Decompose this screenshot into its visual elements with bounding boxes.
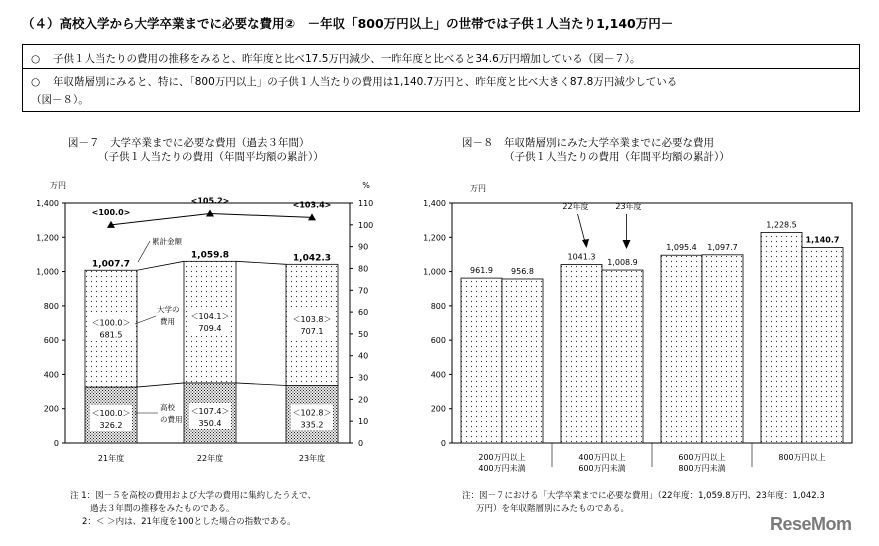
fig7-university-value: 707.1 <box>300 326 324 336</box>
fig8-ytick-label: 400 <box>430 370 446 380</box>
fig8-value-label: 1,097.7 <box>707 242 738 252</box>
fig8-x-label: 600万円未満 <box>578 464 626 473</box>
fig7-highschool-value: 326.2 <box>99 421 123 431</box>
fig7-y2tick-label: 50 <box>358 329 369 339</box>
fig8-value-label: 1,008.9 <box>607 258 638 268</box>
fig8-arrow-22 <box>578 214 586 244</box>
fig7-ytick-label: 800 <box>43 301 59 311</box>
fig7-connector <box>137 261 184 270</box>
fig8-arrow-label-22: 22年度 <box>562 202 589 211</box>
fig8-value-label: 956.8 <box>511 266 534 276</box>
fig7-ytick-label: 0 <box>53 439 59 448</box>
fig7-y2tick-label: 100 <box>358 220 374 230</box>
fig7-highschool-index: ＜102.8＞ <box>292 408 332 418</box>
fig7-annotation-pointer <box>135 316 156 324</box>
fig7-x-label: 23年度 <box>298 454 326 463</box>
fig8-title: 図－８ 年収階層別にみた大学卒業までに必要な費用 （子供１人当たりの費用（年間平均額の累計）） <box>462 137 730 163</box>
summary-line-1: ○ 子供１人当たりの費用の推移をみると、昨年度と比べ17.5万円減少、一昨年度と比べると34.6万円増加している（図－７）。 <box>31 53 641 65</box>
fig7-ytick-label: 1,400 <box>36 199 59 208</box>
fig8-ytick-label: 1,400 <box>423 199 446 208</box>
fig7-connector <box>236 383 286 386</box>
fig8-chart <box>423 184 852 473</box>
fig7-y2tick-label: 70 <box>358 286 369 296</box>
fig7-annotation-university: 大学の <box>157 305 180 314</box>
fig8-bar-22 <box>461 278 502 443</box>
fig8-arrow-label-23: 23年度 <box>615 202 642 211</box>
fig8-value-label: 1,095.4 <box>666 243 697 253</box>
fig8-value-label: 1,140.7 <box>805 235 840 245</box>
fig7-y2tick-label: 20 <box>358 395 369 405</box>
fig8-bar-23 <box>702 255 743 443</box>
page-heading: （４）高校入学から大学卒業までに必要な費用② －年収「800万円以上」の世帯では子供１人当たり1,140万円－ <box>22 16 674 31</box>
fig7-y2label: % <box>362 181 370 190</box>
fig7-index-marker <box>206 209 214 216</box>
fig7-annotation-highschool: 高校 <box>160 403 175 412</box>
fig8-value-label: 1,228.5 <box>766 220 797 230</box>
fig8-bar-22 <box>561 264 602 443</box>
fig7-university-index: ＜103.8＞ <box>292 314 332 324</box>
fig8-x-label: 400万円未満 <box>478 464 526 473</box>
fig7-university-value: 709.4 <box>198 324 222 334</box>
fig8-ytick-label: 1,200 <box>423 233 446 243</box>
fig7-y2tick-label: 90 <box>358 242 369 252</box>
fig7-x-label: 21年度 <box>97 454 125 463</box>
fig8-ytick-label: 200 <box>430 404 446 414</box>
fig7-ytick-label: 600 <box>43 336 59 346</box>
fig7-annotation-university-2: 費用 <box>160 317 175 326</box>
fig7-highschool-index: ＜100.0＞ <box>91 409 131 419</box>
fig8-ytick-label: 0 <box>440 439 446 448</box>
fig7-ytick-label: 1,200 <box>36 233 59 243</box>
fig8-bar-22 <box>661 255 702 443</box>
fig7-y2tick-label: 40 <box>358 351 369 361</box>
fig7-index-label: <103.4> <box>292 200 332 210</box>
fig8-value-label: 961.9 <box>470 266 493 276</box>
fig8-x-label: 600万円以上 <box>678 453 726 462</box>
fig8-bar-23 <box>602 270 643 443</box>
fig7-notes: 注 1：図－５を高校の費用および大学の費用に集約したうえで、 過去３年間の推移をみたものである。 2：＜ ＞内は、21年度を100とした場合の指数である。 <box>70 491 316 527</box>
fig8-x-label: 400万円以上 <box>578 453 626 462</box>
fig7-highschool-value: 350.4 <box>198 418 222 428</box>
fig7-annotation-highschool-2: の費用 <box>160 415 183 424</box>
fig8-bar-23 <box>502 279 543 443</box>
summary-line-2: ○ 年収階層別にみると、特に、「800万円以上」の子供１人当たりの費用は1,140.7万円と、昨年度と比べ大きく87.8万円減少している <box>31 76 678 88</box>
fig8-ytick-label: 800 <box>430 301 446 311</box>
fig8-ytick-label: 600 <box>430 336 446 346</box>
fig7-y2tick-label: 10 <box>358 417 369 427</box>
fig8-arrowhead-23 <box>623 240 631 249</box>
fig7-caption-pointer <box>138 241 150 262</box>
fig8-bar-22 <box>761 232 802 443</box>
fig7-university-value: 681.5 <box>99 330 123 340</box>
fig7-highschool-value: 335.2 <box>300 420 324 430</box>
fig8-value-label: 1041.3 <box>567 252 596 262</box>
fig8-x-label: 800万円以上 <box>778 453 826 462</box>
fig7-connector <box>137 383 184 387</box>
fig7-y2tick-label: 0 <box>358 439 364 448</box>
fig7-y2tick-label: 60 <box>358 308 369 318</box>
fig7-ylabel: 万円 <box>50 181 66 190</box>
fig7-index-label: <100.0> <box>91 207 131 217</box>
fig7-ytick-label: 400 <box>43 370 59 380</box>
fig7-highschool-index: ＜107.4＞ <box>190 406 230 416</box>
fig8-x-label: 800万円未満 <box>678 464 726 473</box>
fig7-index-label: <105.2> <box>190 196 230 206</box>
fig7-university-index: ＜104.1＞ <box>190 312 230 322</box>
fig8-arrowhead-22 <box>582 239 589 248</box>
fig7-x-label: 22年度 <box>196 454 224 463</box>
fig8-ylabel: 万円 <box>470 184 486 193</box>
fig8-bar-23 <box>802 247 843 443</box>
fig7-total-caption: 累計金額 <box>152 237 182 246</box>
fig7-total-label: 1,042.3 <box>292 253 332 264</box>
fig7-y2tick-label: 110 <box>358 199 374 208</box>
fig7-total-label: 1,007.7 <box>91 259 131 270</box>
fig7-chart <box>36 181 373 463</box>
fig7-y2tick-label: 30 <box>358 373 369 383</box>
fig7-university-index: ＜100.0＞ <box>91 318 131 328</box>
fig7-y2tick-label: 80 <box>358 264 369 274</box>
fig8-notes: 注：図－７における「大学卒業までに必要な費用」（22年度：1,059.8万円、23年度：1,042.3 万円）を年収階層別にみたものである。 <box>462 491 825 514</box>
fig8-ytick-label: 1,000 <box>423 267 446 277</box>
fig7-title: 図－７ 大学卒業までに必要な費用（過去３年間） （子供１人当たりの費用（年間平均額の累計）） <box>68 137 324 163</box>
fig7-ytick-label: 200 <box>43 404 59 414</box>
resemom-logo: ReseMom <box>770 514 852 534</box>
fig7-ytick-label: 1,000 <box>36 267 59 277</box>
fig8-x-label: 200万円以上 <box>478 453 526 462</box>
summary-line-2-cont: （図－８）。 <box>31 94 89 106</box>
fig7-total-label: 1,059.8 <box>190 250 230 261</box>
fig7-connector <box>236 261 286 264</box>
